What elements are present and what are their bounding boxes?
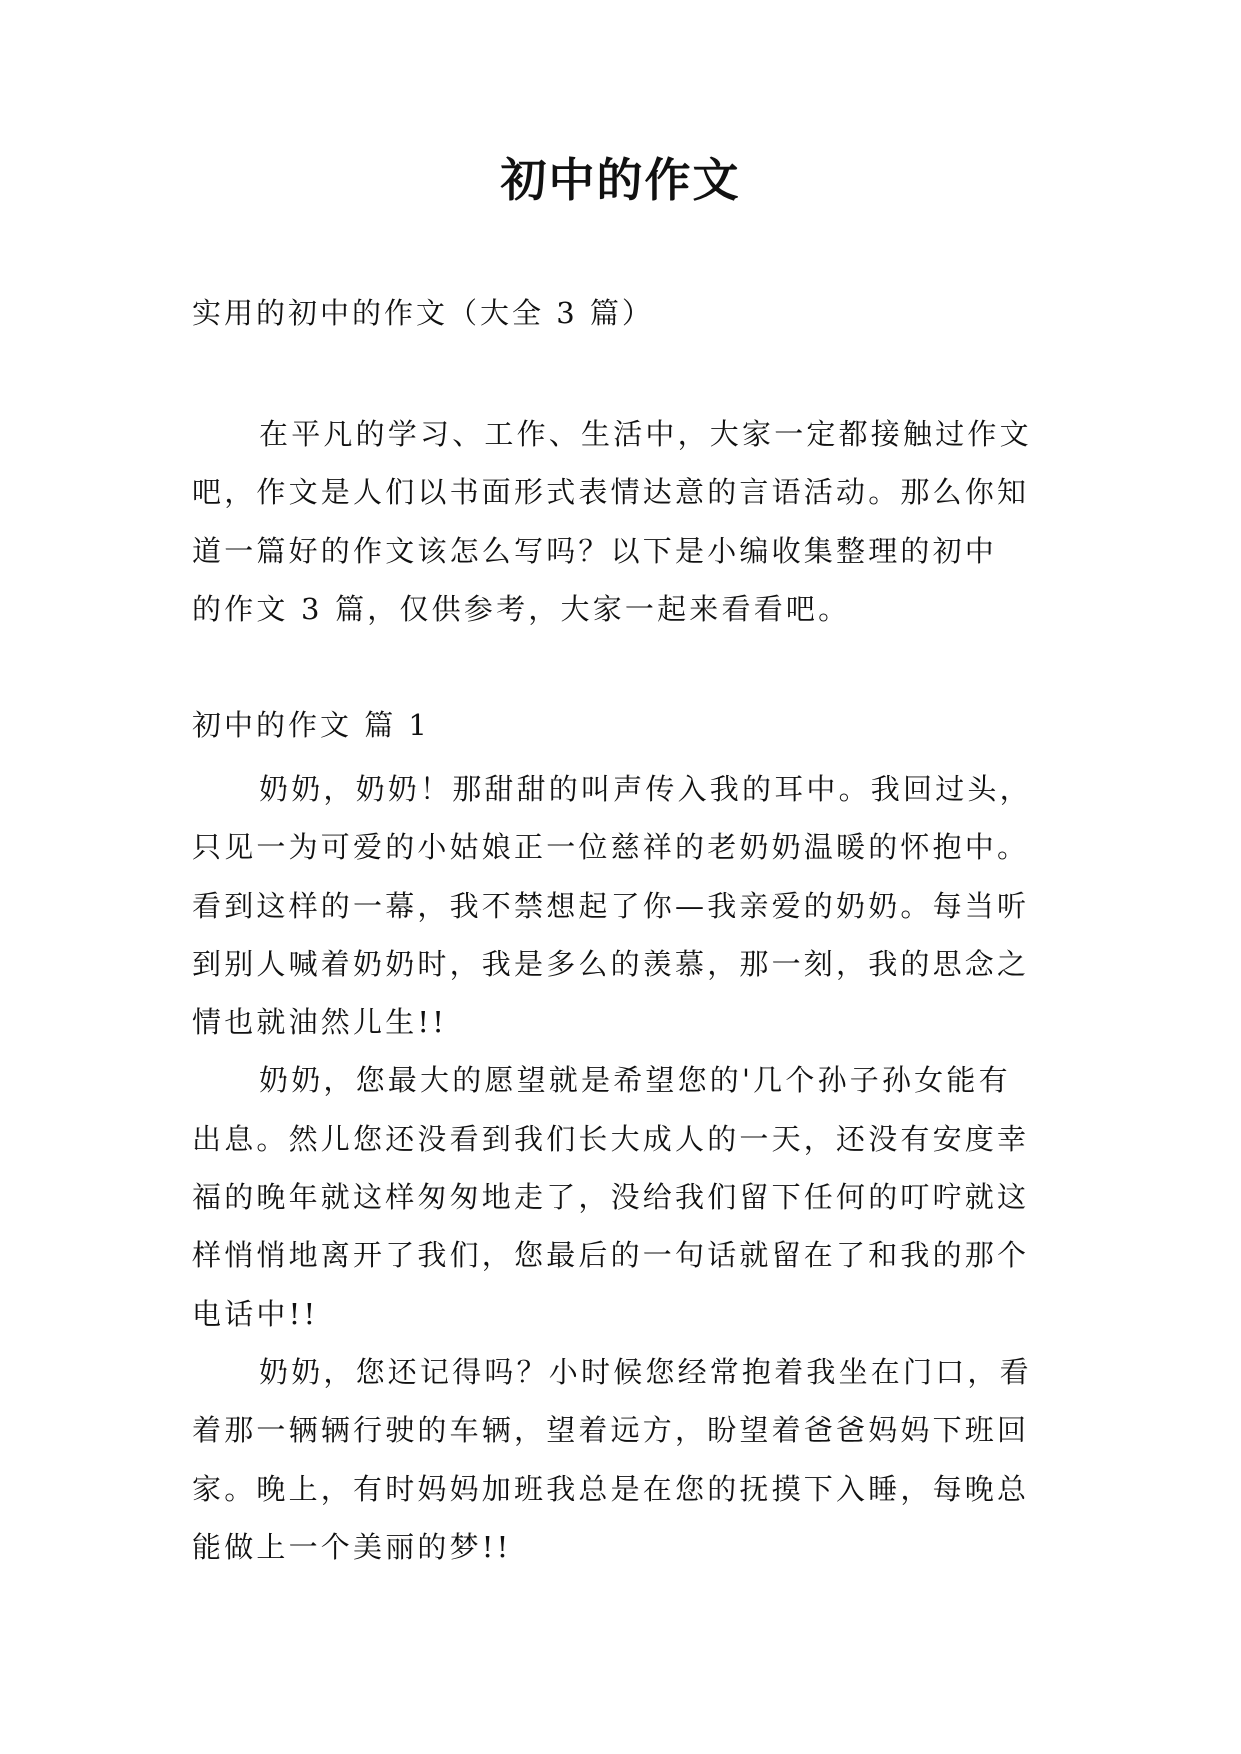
document-title: 初中的作文 [500,153,741,207]
paragraph-line: 能做上一个美丽的梦!! [192,1529,512,1564]
intro-line: 在平凡的学习、工作、生活中，大家一定都接触过作文 [259,417,1032,451]
paragraph-line: 奶奶，您还记得吗？小时候您经常抱着我坐在门口，看 [259,1354,1032,1389]
essay-body [192,760,1062,1576]
paragraph-line: 着那一辆辆行驶的车辆，望着远方，盼望着爸爸妈妈下班回 [192,1413,1030,1448]
paragraph-line: 福的晚年就这样匆匆地走了，没给我们留下任何的叮咛就这 [192,1180,1030,1215]
intro-line: 的作文 3 篇，仅供参考，大家一起来看看吧。 [192,591,851,626]
document-subtitle: 实用的初中的作文（大全 3 篇） [192,296,654,330]
paragraph-line: 出息。然儿您还没看到我们长大成人的一天，还没有安度幸 [192,1121,1030,1156]
intro-line: 道一篇好的作文该怎么写吗？以下是小编收集整理的初中 [192,533,998,568]
paragraph-line: 样悄悄地离开了我们，您最后的一句话就留在了和我的那个 [192,1238,1030,1273]
paragraph-line: 奶奶，奶奶！那甜甜的叫声传入我的耳中。我回过头， [259,772,1032,806]
intro-line: 吧，作文是人们以书面形式表情达意的言语活动。那么你知 [192,475,1030,510]
paragraph-line: 看到这样的一幕，我不禁想起了你—我亲爱的奶奶。每当听 [192,888,1030,923]
intro-paragraph [192,405,1062,638]
paragraph-line: 到别人喊着奶奶时，我是多么的羡慕，那一刻，我的思念之 [192,946,1030,981]
paragraph-line: 电话中!! [192,1296,319,1331]
section-heading: 初中的作文 篇 1 [192,708,430,742]
paragraph-line: 奶奶，您最大的愿望就是希望您的'几个孙子孙女能有 [259,1063,1011,1098]
paragraph-line: 情也就油然儿生!! [192,1005,448,1040]
paragraph-line: 只见一为可爱的小姑娘正一位慈祥的老奶奶温暖的怀抱中。 [192,830,1030,865]
paragraph-line: 家。晚上，有时妈妈加班我总是在您的抚摸下入睡，每晚总 [192,1471,1030,1506]
